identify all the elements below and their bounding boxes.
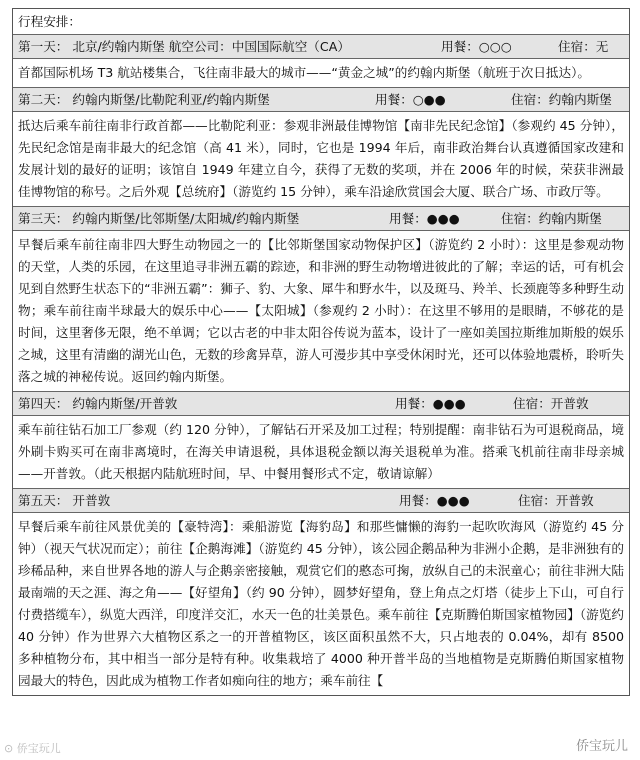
day-1-route: 第一天： 北京/约翰内斯堡 航空公司：中国国际航空（CA） xyxy=(18,39,350,54)
day-1-meal: 用餐：○○○ xyxy=(441,39,512,54)
day-3-header xyxy=(13,207,629,231)
day-2-route: 第二天： 约翰内斯堡/比勒陀利亚/约翰内斯堡 xyxy=(18,92,270,107)
day-2-header xyxy=(13,88,629,112)
day-5-description: 早餐后乘车前往风景优美的【豪特湾】：乘船游览【海豹岛】和那些慵懒的海豹一起吹吹海风（游览约 45 分钟）（视天气状况而定）；前往【企鹅海滩】（游览约 45 分钟），该公园企鹅品种为非洲小企鹅，是非洲独有的珍稀品种，来自世界各地的游人与企鹅亲密接触，观赏它们的憨态可掬，放纵自己的未泯童心；前往非洲大陆最南端的天之涯、海之角——【好望角】（约 90 分钟），圆梦好望角，登上角点之灯塔（徒步上下山，可自行付费搭缆车），纵览大西洋，印度洋交汇，水天一色的壮美景色。乘车前往【克斯腾伯斯国家植物园】（游览约 40 分钟）作为世界六大植物区系之一的开普植物区，该区面积虽然不大，只占地表的 0.04%，却有 8500 多种植物分布，其中相当一部分是特有种。收集栽培了 4000 种开普半岛的当地植物是克斯腾伯斯国家植物园最大的特色，因此成为植物工作者如痴向往的地方；乘车前往【 xyxy=(18,519,624,688)
itinerary-title: 行程安排： xyxy=(13,9,629,35)
day-5-route: 第五天： 开普敦 xyxy=(18,493,111,508)
day-2-stay: 住宿：约翰内斯堡 xyxy=(511,92,612,107)
day-1-header xyxy=(13,35,629,59)
day-3-route: 第三天： 约翰内斯堡/比邻斯堡/太阳城/约翰内斯堡 xyxy=(18,211,300,226)
day-4-route: 第四天： 约翰内斯堡/开普敦 xyxy=(18,396,178,411)
watermark-logo: 侨宝玩儿 xyxy=(572,735,632,754)
day-3-stay: 住宿：约翰内斯堡 xyxy=(501,211,602,226)
day-3-description: 早餐后乘车前往南非四大野生动物园之一的【比邻斯堡国家动物保护区】（游览约 2 小时）：这里是参观动物的天堂，人类的乐园，在这里追寻非洲五霸的踪迹，和非洲的野生动物增进彼此的了解；幸运的话，可有机会见到自然野生状态下的“非洲五霸”：狮子、豹、大象、犀牛和野水牛，以及斑马、羚羊、长颈鹿等多种野生动物；乘车前往南半球最大的娱乐中心——【太阳城】（参观约 2 小时）：在这里不够用的是眼睛，不够花的是时间，这里奢侈无限，绝不单调；它以古老的中非太阳谷传说为蓝本，设计了一座如美国拉斯维加斯般的娱乐之城，这里有清幽的湖光山色，无数的珍禽异草，游人可漫步其中享受休闲时光，还可以体验地震桥，聆听失落之城的神秘传说。返回约翰内斯堡。 xyxy=(13,231,629,392)
day-5-stay: 住宿：开普敦 xyxy=(518,493,594,508)
day-5-meal: 用餐：●●● xyxy=(399,493,470,508)
day-4-meal: 用餐：●●● xyxy=(395,396,466,411)
day-4-header xyxy=(13,392,629,416)
itinerary-table xyxy=(12,8,630,696)
day-1-description: 首都国际机场 T3 航站楼集合，飞往南非最大的城市——“黄金之城”的约翰内斯堡（航班于次日抵达）。 xyxy=(13,59,629,88)
day-3-meal: 用餐：●●● xyxy=(389,211,460,226)
day-4-description: 乘车前往钻石加工厂参观（约 120 分钟），了解钻石开采及加工过程；特别提醒：南非钻石为可退税商品，境外刷卡购买可在南非离境时，在海关申请退税，具体退税金额以海关退税单为准。搭乘飞机前往南非母亲城——开普敦。（此天根据内陆航班时间，早、中餐用餐形式不定，敬请谅解） xyxy=(13,416,629,489)
day-5-header xyxy=(13,489,629,513)
watermark-left: ⊙ 侨宝玩儿 xyxy=(4,742,61,755)
day-2-meal: 用餐：○●● xyxy=(375,92,446,107)
day-1-stay: 住宿：无 xyxy=(558,39,609,54)
day-2-description: 抵达后乘车前往南非行政首都——比勒陀利亚：参观非洲最佳博物馆【南非先民纪念馆】（参观约 45 分钟），先民纪念馆是南非最大的纪念馆（高 41 米），同时，它也是 1994 年后，南非政治舞台认真遵循国家改建和发展计划的最好的证明；该馆自 1949 年建立自今，获得了无数的奖项，并在 2006 年的时候，荣获非洲最佳博物馆的称号。之后外观【总统府】（游览约 15 分钟），乘车沿途欣赏国会大厦、联合广场、市政厅等。 xyxy=(13,112,629,207)
day-4-stay: 住宿：开普敦 xyxy=(513,396,589,411)
